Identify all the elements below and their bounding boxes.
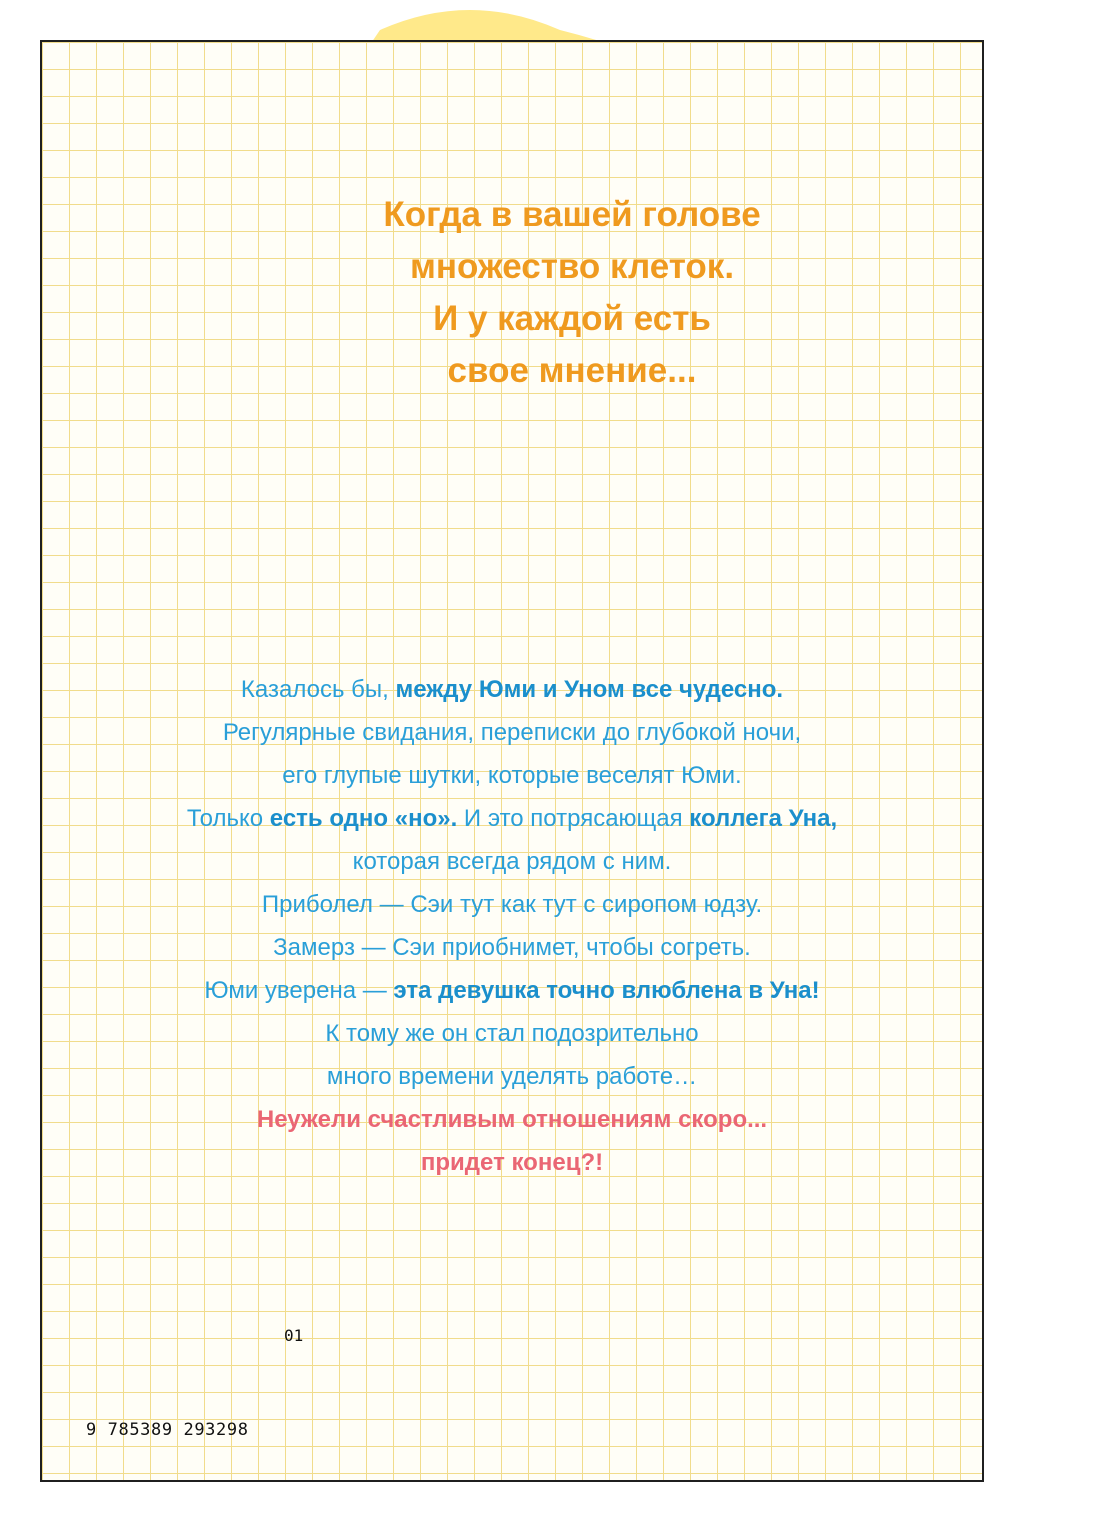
blurb-line-2: Регулярные свидания, переписки до глубокой ночи, — [222, 719, 802, 746]
blurb-line-12: придет конец?! — [420, 1149, 604, 1176]
blurb-line-4: Только есть одно «но». И это потрясающая коллега Уна, — [186, 805, 838, 832]
blurb-line-11: Неужели счастливым отношениям скоро... — [256, 1106, 768, 1133]
blurb-line-10: много времени уделять работе… — [326, 1063, 698, 1090]
tagline-line-1: Когда в вашей голове — [383, 195, 761, 234]
tagline-line-3: И у каждой есть — [433, 299, 711, 338]
blurb-line-3: его глупые шутки, которые веселят Юми. — [282, 762, 742, 789]
blurb-line-7: Замерз — Сэи приобнимет, чтобы согреть. — [273, 934, 751, 961]
blurb-line-6: Приболел — Сэи тут как тут с сиропом юдзу. — [261, 891, 763, 918]
blurb-line-9: К тому же он стал подозрительно — [325, 1020, 699, 1047]
tagline-line-4: свое мнение... — [447, 351, 697, 390]
blurb-line-8: Юми уверена — эта девушка точно влюблена в Уна! — [204, 977, 820, 1004]
blurb-line-5: которая всегда рядом с ним. — [352, 848, 672, 875]
blurb-line-1: Казалось бы, между Юми и Уном все чудесно. — [240, 676, 784, 703]
barcode-number: 9 785389 293298 — [86, 1420, 249, 1440]
tagline-line-2: множество клеток. — [409, 247, 735, 286]
barcode-addon-number: 01 — [284, 1326, 304, 1345]
